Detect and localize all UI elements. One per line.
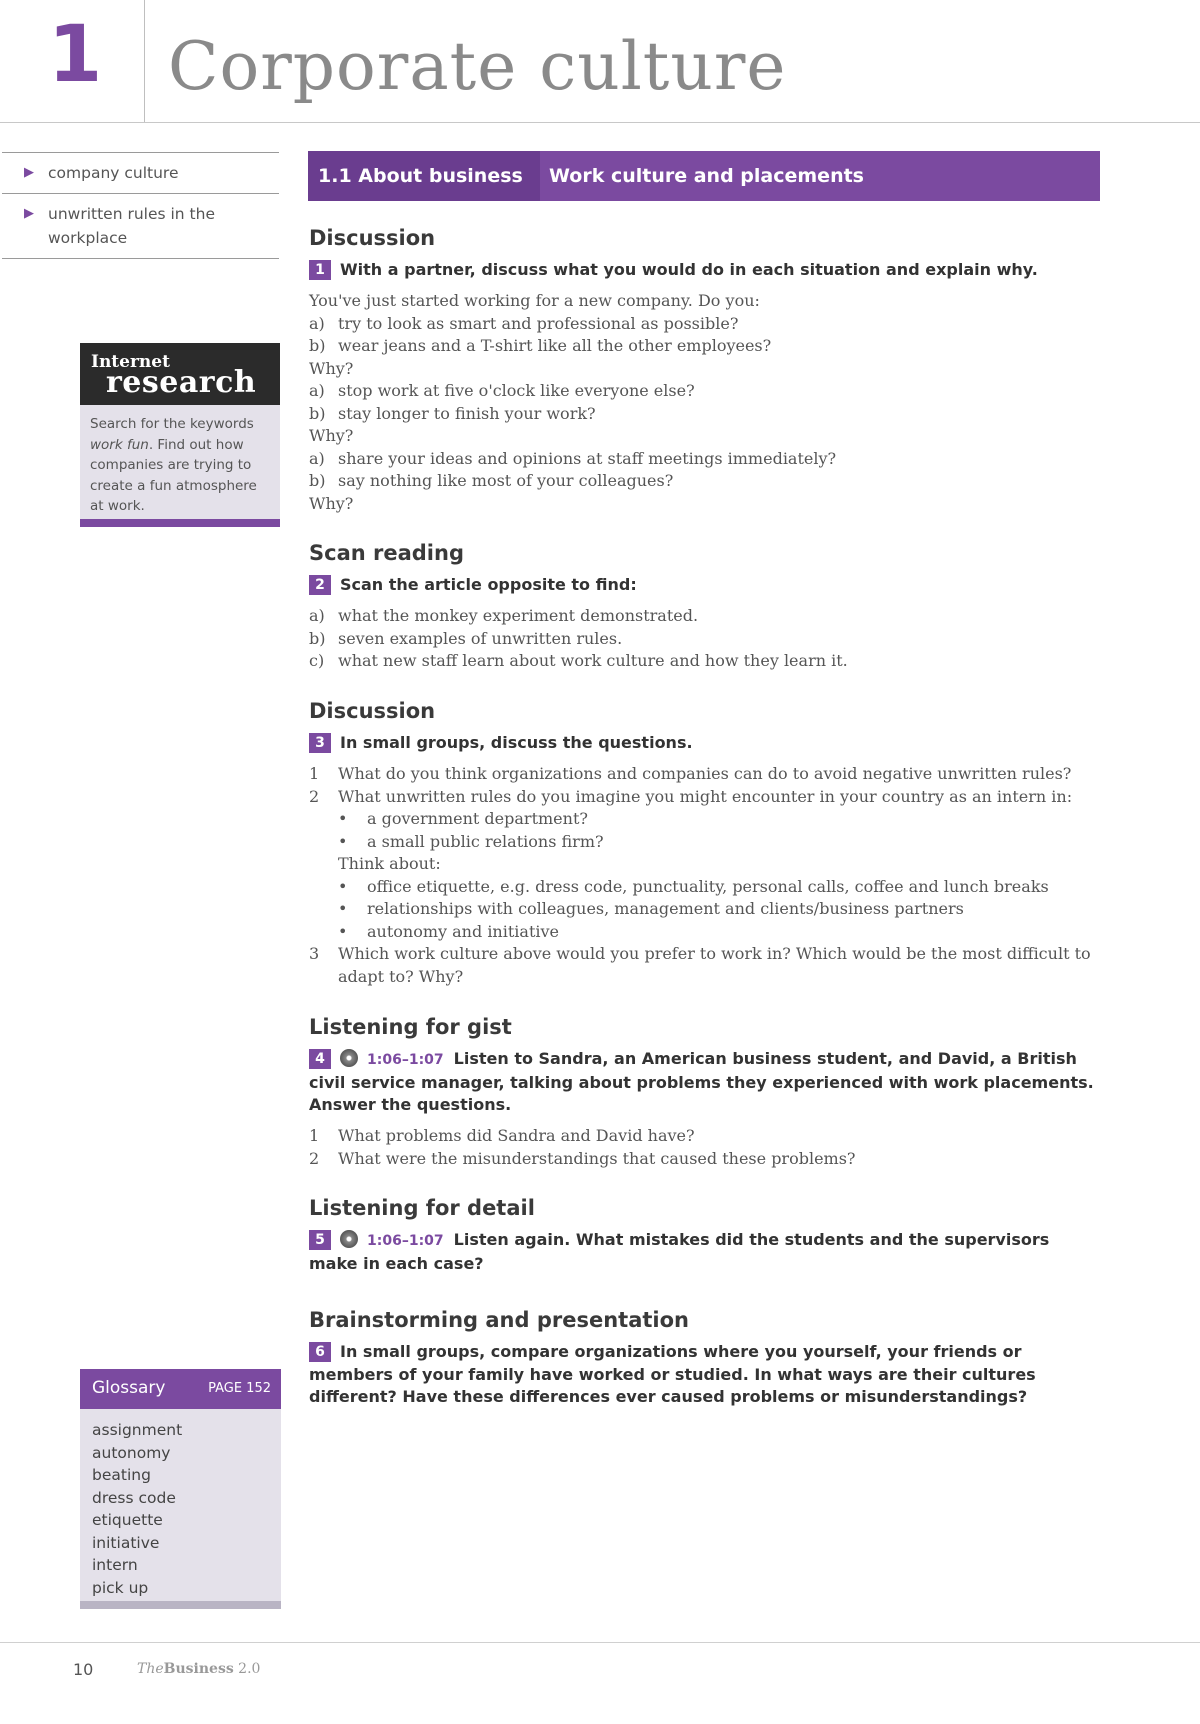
glossary-page-ref: PAGE 152: [208, 1381, 271, 1396]
audio-cd-icon[interactable]: [340, 1230, 358, 1248]
instruction-text: Listen to Sandra, an American business student, and David, a British civil service manager, talking about problems they experienced with work placements. Answer the questions.: [309, 1049, 1094, 1114]
question-number: 2: [309, 786, 320, 806]
question-number: 3: [309, 944, 320, 963]
exercise-number: 5: [309, 1230, 331, 1250]
task-row: [309, 605, 1099, 628]
section-title: Work culture and placements: [549, 165, 864, 187]
glossary-item: pick up: [92, 1578, 149, 1597]
exercise-2-instruction: [309, 574, 1099, 597]
question-text: Which work culture above would you prefer to work in? Which would be the most difficult to adapt to? Why?: [338, 944, 1091, 986]
glossary-item: initiative: [92, 1533, 160, 1552]
chapter-number: 1: [48, 10, 103, 100]
section-number-label: 1.1 About business: [308, 151, 540, 201]
exercise-number: 6: [309, 1342, 331, 1362]
option-text: share your ideas and opinions at staff meetings immediately?: [338, 448, 837, 468]
bullet-item: [309, 808, 1099, 831]
internet-research-box: [80, 343, 280, 527]
question-text: What were the misunderstandings that caused these problems?: [338, 1148, 856, 1168]
why-prompt: Why?: [309, 358, 354, 378]
research-label: research: [106, 365, 257, 400]
book-title: [137, 1661, 260, 1677]
internet-research-text: [80, 405, 280, 526]
option-row: [309, 313, 1099, 336]
glossary-title: Glossary: [92, 1378, 166, 1398]
glossary-item: assignment: [92, 1421, 183, 1439]
exercise-6-instruction: [309, 1341, 1099, 1409]
bullet-icon: •: [338, 921, 348, 941]
task-row: [309, 650, 1099, 673]
listening-detail-heading: Listening for detail: [309, 1196, 535, 1220]
question-row: [309, 1148, 1099, 1171]
glossary-item: dress code: [92, 1488, 176, 1507]
audio-track: 1:06–1:07: [367, 1052, 444, 1068]
option-label: b): [309, 336, 326, 355]
question-number: 1: [309, 764, 320, 783]
topic-item: [2, 153, 279, 193]
brainstorming-heading: Brainstorming and presentation: [309, 1308, 689, 1332]
task-text: what the monkey experiment demonstrated.: [338, 606, 699, 625]
exercise-3-body: [309, 763, 1099, 988]
exercise-number: 4: [309, 1049, 331, 1069]
instruction-text: Scan the article opposite to find:: [340, 575, 637, 594]
book-title-the: The: [137, 1661, 164, 1677]
bullet-icon: •: [338, 876, 348, 896]
option-row: [309, 448, 1099, 471]
task-label: a): [309, 606, 325, 625]
task-label: c): [309, 651, 325, 670]
triangle-bullet-icon: ▶: [24, 206, 34, 221]
question-row: [309, 786, 1099, 809]
glossary-box: [80, 1369, 281, 1609]
situation-intro: You've just started working for a new company. Do you:: [309, 291, 760, 310]
task-text: what new staff learn about work culture and how they learn it.: [338, 651, 848, 670]
task-label: b): [309, 628, 326, 648]
option-row: [309, 403, 1099, 426]
option-text: say nothing like most of your colleagues?: [338, 471, 674, 490]
bullet-item: [309, 876, 1099, 899]
scan-reading-heading: Scan reading: [309, 541, 464, 565]
audio-track: 1:06–1:07: [367, 1233, 444, 1249]
exercise-5-instruction: [309, 1229, 1099, 1275]
bullet-item: [309, 898, 1099, 921]
question-text: What do you think organizations and companies can do to avoid negative unwritten rules?: [338, 764, 1072, 783]
option-text: wear jeans and a T-shirt like all the other employees?: [338, 336, 772, 355]
ir-text-end: . Find out how companies are trying to create a fun atmosphere at work.: [90, 436, 257, 514]
exercise-1-body: [309, 290, 1099, 515]
bullet-icon: •: [338, 809, 348, 828]
discussion-heading: Discussion: [309, 699, 436, 723]
task-text: seven examples of unwritten rules.: [338, 628, 623, 648]
instruction-text: In small groups, discuss the questions.: [340, 733, 693, 752]
glossary-item: etiquette: [92, 1511, 163, 1529]
topic-item: [2, 193, 279, 258]
bullet-item: [309, 921, 1099, 944]
bullet-text: autonomy and initiative: [367, 921, 559, 941]
glossary-header: [80, 1369, 281, 1409]
discussion-heading: Discussion: [309, 226, 436, 250]
exercise-4-instruction: [309, 1048, 1099, 1117]
option-row: [309, 470, 1099, 493]
option-row: [309, 335, 1099, 358]
question-row: [309, 943, 1099, 988]
internet-label: Internet: [91, 352, 170, 372]
audio-cd-icon[interactable]: [340, 1049, 358, 1067]
exercise-2-body: [309, 605, 1099, 673]
topic-list: [2, 152, 279, 259]
header-divider: [144, 0, 145, 122]
option-text: try to look as smart and professional as possible?: [338, 313, 739, 333]
instruction-text: In small groups, compare organizations where you yourself, your friends or members of your family have worked or studied. In what ways are their cultures different? Have these differences ever caused problems or misunderstandings?: [309, 1342, 1036, 1406]
bullet-text: a government department?: [367, 809, 588, 828]
question-text: What unwritten rules do you imagine you might encounter in your country as an intern in:: [338, 786, 1073, 806]
why-prompt: Why?: [309, 426, 354, 445]
glossary-item: autonomy: [92, 1443, 171, 1462]
topic-label: unwritten rules in the workplace: [48, 205, 215, 247]
option-row: [309, 380, 1099, 403]
bullet-text: relationships with colleagues, management and clients/business partners: [367, 899, 964, 918]
exercise-4-body: [309, 1125, 1099, 1170]
question-row: [309, 1125, 1099, 1148]
glossary-item: intern: [92, 1556, 138, 1574]
task-row: [309, 628, 1099, 651]
footer-rule: [0, 1642, 1200, 1643]
question-row: [309, 763, 1099, 786]
exercise-number: 2: [309, 575, 331, 595]
bullet-icon: •: [338, 899, 348, 918]
option-text: stay longer to finish your work?: [338, 403, 596, 423]
question-number: 1: [309, 1126, 320, 1145]
exercise-3-instruction: [309, 732, 1099, 755]
option-label: b): [309, 403, 326, 423]
page-number: 10: [73, 1660, 94, 1679]
section-banner: [308, 151, 1100, 201]
instruction-text: Listen again. What mistakes did the students and the supervisors make in each case?: [309, 1230, 1050, 1273]
exercise-number: 1: [309, 260, 331, 280]
why-prompt: Why?: [309, 493, 354, 513]
glossary-list: [80, 1409, 281, 1609]
triangle-bullet-icon: ▶: [24, 165, 34, 180]
think-about-label: Think about:: [338, 854, 441, 873]
bullet-icon: •: [338, 831, 348, 851]
bullet-text: a small public relations firm?: [367, 831, 604, 851]
topic-label: company culture: [48, 164, 179, 182]
listening-gist-heading: Listening for gist: [309, 1015, 512, 1039]
question-number: 2: [309, 1148, 320, 1168]
exercise-1-instruction: [309, 259, 1099, 282]
option-label: b): [309, 471, 326, 490]
book-title-main: Business: [163, 1661, 234, 1677]
option-label: a): [309, 381, 325, 400]
option-label: a): [309, 448, 325, 468]
instruction-text: With a partner, discuss what you would do in each situation and explain why.: [340, 260, 1038, 279]
bullet-item: [309, 831, 1099, 854]
chapter-title: Corporate culture: [168, 28, 787, 105]
internet-research-header: [80, 343, 280, 405]
glossary-item: beating: [92, 1466, 151, 1484]
option-text: stop work at five o'clock like everyone else?: [338, 381, 695, 400]
book-title-version: 2.0: [238, 1661, 261, 1677]
header-rule: [0, 122, 1200, 123]
ir-text-start: Search for the keywords: [90, 416, 254, 432]
exercise-number: 3: [309, 733, 331, 753]
ir-keywords: work fun: [90, 436, 149, 453]
question-text: What problems did Sandra and David have?: [338, 1126, 695, 1145]
option-label: a): [309, 313, 325, 333]
bullet-text: office etiquette, e.g. dress code, punctuality, personal calls, coffee and lunch breaks: [367, 876, 1049, 896]
